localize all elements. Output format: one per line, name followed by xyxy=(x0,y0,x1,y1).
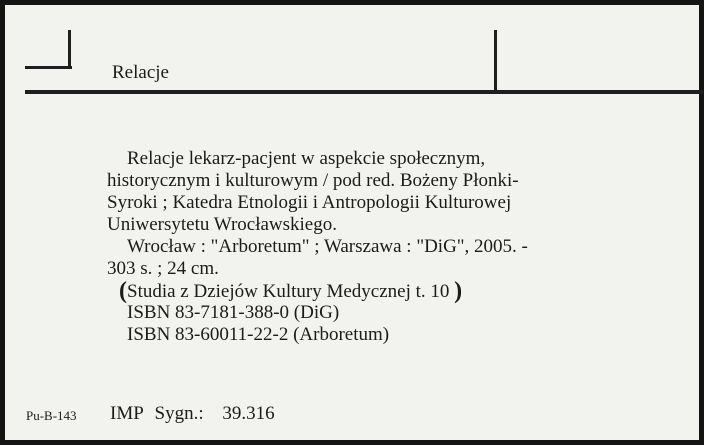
series-open-paren: ( xyxy=(119,278,127,304)
bibliographic-description xyxy=(107,148,528,346)
title-continuation-line: Syroki ; Katedra Etnologii i Antropologii Kulturowej xyxy=(107,192,512,213)
title-line: Relacje lekarz-pacjent w aspekcie społecznym, xyxy=(127,148,486,169)
sygn-value: 39.316 xyxy=(222,403,275,424)
extent-line: 303 s. ; 24 cm. xyxy=(107,258,219,279)
corner-mark-vertical xyxy=(68,30,71,69)
isbn-line: ISBN 83-7181-388-0 (DiG) xyxy=(127,302,340,323)
title-continuation-line: Uniwersytetu Wrocławskiego. xyxy=(107,214,337,235)
library-code: IMP xyxy=(110,403,144,424)
header-rule xyxy=(25,90,703,94)
isbn-line: ISBN 83-60011-22-2 (Arboretum) xyxy=(127,324,390,345)
imprint-line: Wrocław : "Arboretum" ; Warszawa : "DiG", 2005. - xyxy=(127,236,528,257)
catalog-code: Pu-B-143 xyxy=(26,408,77,423)
series-line xyxy=(107,280,528,302)
series-close-paren: ) xyxy=(454,278,463,304)
call-number xyxy=(110,403,275,425)
card-heading: Relacje xyxy=(112,62,169,83)
header-divider-vertical xyxy=(494,30,497,92)
series-title: Studia z Dziejów Kultury Medycznej t. 10 xyxy=(127,281,450,302)
sygn-label: Sygn.: xyxy=(154,403,204,424)
corner-mark-horizontal xyxy=(25,66,72,69)
title-continuation-line: historycznym i kulturowym / pod red. Bożeny Płonki- xyxy=(107,170,519,191)
